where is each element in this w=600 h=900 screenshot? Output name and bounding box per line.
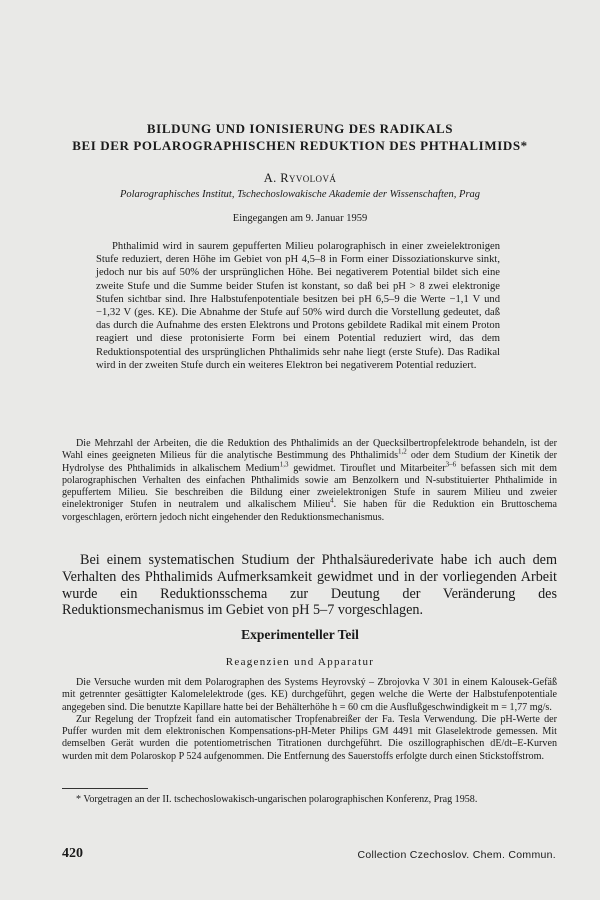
footnote-text: * Vorgetragen an der II. tschechoslowakisch-ungarischen polarographischen Konferenz, Prag 1958. [76, 794, 478, 805]
abstract [96, 240, 500, 372]
reference-mark: 1,3 [279, 460, 289, 469]
footnote-divider [62, 788, 148, 789]
intro-text-e: . Sie haben für die Reduktion ein Bruttoschema vorgeschlagen, erörtern jedoch nicht eingehender den Reduktionsmechanismus. [62, 499, 557, 523]
methods-text [62, 677, 557, 763]
title-line-2: BEI DER POLAROGRAPHISCHEN REDUKTION DES PHTHALIMIDS* [72, 138, 528, 153]
introduction [62, 438, 557, 524]
author-affiliation: Polarographisches Institut, Tschechoslowakische Akademie der Wissenschaften, Prag [119, 189, 481, 200]
intro-text-d: befassen sich mit dem polarographischen Verhalten des einfachen Phthalimids sowie am Benzolkern und N-substituierter Phthalimide in gepuffertem Milieu. Sie beschreiben die Bildung einer zweielektronigen Stufe in saurem Milieu und zweier einelektroniger Stufen in neutralem und alkalischem Milieu [62, 462, 557, 511]
reference-mark: 3–6 [445, 460, 457, 469]
methods-paragraph-1: Die Versuche wurden mit dem Polarographen des Systems Heyrovský – Zbrojovka V 301 in einem Kalousek-Gefäß mit getrennter gesättigter Kalomelelektrode (ges. KE) durchgeführt, gegen welche die Werte der Halbstufenpotentiale angegeben sind. Die benutzte Kapillare hatte bei der Behälterhöhe h = 60 cm die Ausflußgeschwindigkeit m = 1,77 mg/s. [62, 677, 557, 713]
introduction-summary [62, 552, 557, 619]
author-name: A. Ryvolová [263, 171, 337, 185]
reference-mark: 4 [330, 497, 334, 506]
methods-paragraph-2: Zur Regelung der Tropfzeit fand ein automatischer Tropfenabreißer der Fa. Tesla Verwendung. Die pH-Werte der Puffer wurden mit dem elektronischen Kompensations-pH-Meter Philips GM 4491 mit Glaselektrode gemessen. Mit demselben Gerät wurden die potentiometrischen Titrationen durchgeführt. Die oszillographischen dE/dt–E-Kurven wurden mit dem Polaroskop P 524 aufgenommen. Die Entfernung des Sauerstoffs erfolgte durch einen Stickstoffstrom. [62, 713, 557, 762]
reference-mark: 1,2 [398, 447, 407, 456]
intro-paragraph-2: Bei einem systematischen Studium der Phthalsäurederivate habe ich auch dem Verhalten des Phthalimids Aufmerksamkeit gewidmet und in der vorliegenden Arbeit wurde ein Reduktionsschema zur Deutung der Veränderung des Reduktionsmechanismus im Gebiet von pH 5–7 vorgeschlagen. [62, 552, 557, 619]
abstract-paragraph: Phthalimid wird in saurem gepufferten Milieu polarographisch in einer zweielektronigen Stufe reduziert, deren Höhe im Gebiet von pH 4,5–8 in Form einer Dissoziationskurve sinkt, jedoch nur bis auf 50% der ursprünglichen Höhe. Bei negativerem Potential bildet sich eine zweite Stufe und die Summe beider Stufen ist konstant, so daß bei pH > 8 zwei elektronige Stufen sichtbar sind. Ihre Halbstufenpotentiale besitzen bei pH 6,5–9 die Werte −1,1 V und −1,32 V (ges. KE). Die Abnahme der Stufe auf 50% wird durch die Vorstellung gedeutet, daß das durch die Aufnahme des ersten Elektrons und Protons gebildete Radikal mit einem Proton reagiert und diese protonisierte Form bei einem Potential reduziert wird, das dem Reduktionspotential des ursprünglichen Phthalimids sehr nahe liegt (erste Stufe). Das Radikal wird in der zweiten Stufe durch ein weiteres Elektron bei negativerem Potential reduziert. [96, 241, 500, 371]
title-line-1: BILDUNG UND IONISIERUNG DES RADIKALS [146, 121, 454, 136]
intro-text-a: Die Mehrzahl der Arbeiten, die die Reduktion des Phthalimids an der Quecksilbertropfelektrode behandeln, ist der Wahl eines geeigneten Milieus für die analytische Bestimmung des Phthalimids [62, 438, 557, 462]
intro-text-c: gewidmet. Tirouflet und Mitarbeiter [288, 462, 446, 474]
subsection-heading: Reagenzien und Apparatur [225, 656, 375, 668]
footnote [62, 794, 557, 806]
page-number: 420 [62, 846, 83, 861]
intro-paragraph-1 [62, 438, 557, 524]
section-heading: Experimenteller Teil [241, 627, 359, 642]
intro-text-b: oder dem Studium der Kinetik der Hydrolyse des Phthalimids in alkalischem Medium [62, 450, 557, 474]
received-date: Eingegangen am 9. Januar 1959 [232, 213, 368, 224]
journal-name: Collection Czechoslov. Chem. Commun. [357, 849, 556, 861]
article-title [0, 120, 600, 154]
